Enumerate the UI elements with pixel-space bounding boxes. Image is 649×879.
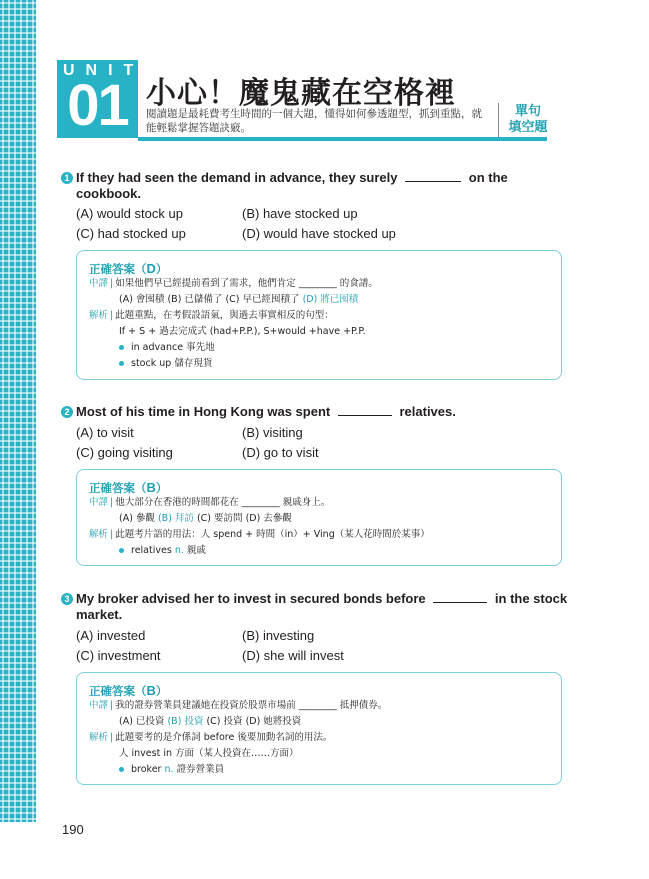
vocab-item [119, 544, 206, 557]
analysis-text: 此題要考的是介係詞 before 後要加動名詞的用法。 [115, 732, 333, 743]
option-d: (D) go to visit [242, 445, 319, 460]
answer-heading [89, 683, 167, 699]
category-label [506, 104, 550, 136]
side-pattern-strip [0, 0, 36, 822]
choice-cn-correct: (D) 將已囤積 [302, 294, 359, 305]
category-line2: 填空題 [508, 120, 548, 135]
question-2-stem [76, 404, 581, 420]
translation-tag: 中譯 [89, 700, 109, 711]
choice-cn: (A) 已投資 [119, 716, 165, 727]
header-rule [138, 137, 547, 141]
analysis-tag: 解析 [89, 310, 109, 321]
option-b: (B) have stocked up [242, 206, 358, 221]
question-number-badge: 2 [61, 406, 73, 418]
vocab-meaning: 證券營業員 [176, 764, 225, 775]
translation-row: 中譯 | 如果他們早已經提前看到了需求，他們肯定 ________ 的食譜。 [89, 278, 378, 289]
answer-heading [89, 261, 167, 277]
unit-label: UNIT [63, 62, 145, 79]
question-1-stem [76, 170, 581, 186]
choice-cn: (C) 早已經囤積了 [225, 294, 300, 305]
stem-text: on the [468, 170, 508, 185]
category-line1: 單句 [514, 104, 541, 119]
choice-cn-correct: (B) 投資 [167, 716, 204, 727]
option-c: (C) investment [76, 648, 161, 663]
answer-label: 正確答案（ [89, 262, 147, 276]
choice-cn: (D) 她將投資 [245, 716, 302, 727]
bullet-icon [119, 361, 124, 366]
choice-cn: (C) 投資 [206, 716, 243, 727]
analysis-tag: 解析 [89, 732, 109, 743]
answer-close: ） [155, 684, 168, 698]
translation-text: 我的證券營業員建議她在投資於股票市場前 ________ 抵押債券。 [115, 700, 388, 711]
vocab-meaning: 親戚 [186, 545, 206, 556]
stem-text: Most of his time in Hong Kong was spent [76, 404, 331, 419]
page-subtitle: 閱讀題是最耗費考生時間的一個大題，懂得如何參透題型，抓到重點，就能輕鬆掌握答題訣竅。 [146, 108, 482, 134]
vocab-word: in advance [131, 342, 184, 353]
translation-tag: 中譯 [89, 497, 109, 508]
page-number: 190 [62, 822, 84, 837]
choice-cn: (C) 要訪問 [196, 513, 243, 524]
answer-box-1 [76, 250, 562, 380]
translation-text: 如果他們早已經提前看到了需求，他們肯定 ________ 的食譜。 [115, 278, 378, 289]
analysis-row: 解析 | 此題要考的是介係詞 before 後要加動名詞的用法。 [89, 732, 333, 743]
answer-letter: B [146, 683, 156, 698]
vocab-meaning: 儲存現貨 [174, 358, 213, 369]
translation-row: 中譯 | 他大部分在香港的時間都花在 ________ 親戚身上。 [89, 497, 331, 508]
bullet-icon [119, 548, 124, 553]
translation-tag: 中譯 [89, 278, 109, 289]
vocab-pos: n. [174, 545, 184, 556]
choices-translation [119, 512, 292, 525]
answer-letter: D [146, 261, 156, 276]
question-3-stem-line2: market. [76, 607, 123, 622]
question-number-badge: 3 [61, 593, 73, 605]
question-1-stem-line2: cookbook. [76, 186, 142, 201]
vocab-word: broker [131, 764, 162, 775]
choice-cn: (D) 去參觀 [245, 513, 292, 524]
vocab-meaning: 事先地 [186, 342, 215, 353]
translation-row: 中譯 | 我的證券營業員建議她在投資於股票市場前 ________ 抵押債券。 [89, 700, 388, 711]
option-a: (A) to visit [76, 425, 134, 440]
answer-blank [433, 592, 487, 603]
header-divider [498, 103, 499, 138]
option-c: (C) had stocked up [76, 226, 186, 241]
vocab-word: relatives [131, 545, 172, 556]
vocab-pos: n. [164, 764, 174, 775]
vocab-word: stock up [131, 358, 172, 369]
analysis-row: 解析 | 此題考片語的用法：人 spend + 時間（in）+ Ving（某人花時間於某事） [89, 529, 430, 540]
option-a: (A) invested [76, 628, 146, 643]
stem-text: relatives. [399, 404, 456, 419]
answer-letter: B [146, 480, 156, 495]
option-d: (D) she will invest [242, 648, 344, 663]
option-b: (B) investing [242, 628, 315, 643]
vocab-item [119, 763, 224, 776]
analysis-text: 此題重點，在考假設語氣，與過去事實相反的句型： [115, 310, 334, 321]
bullet-icon [119, 767, 124, 772]
vocab-item [119, 341, 215, 354]
analysis-row: 解析 | 此題重點，在考假設語氣，與過去事實相反的句型： [89, 310, 334, 321]
answer-heading [89, 480, 167, 496]
option-d: (D) would have stocked up [242, 226, 396, 241]
choice-cn: (A) 會囤積 [119, 294, 165, 305]
answer-blank [405, 171, 461, 182]
stem-text: If they had seen the demand in advance, they surely [76, 170, 398, 185]
choice-cn-correct: (B) 拜訪 [157, 513, 194, 524]
choices-translation [119, 715, 301, 728]
choices-translation [119, 293, 358, 306]
answer-close: ） [155, 262, 168, 276]
option-b: (B) visiting [242, 425, 303, 440]
question-3-stem [76, 591, 581, 607]
analysis-text: 此題考片語的用法：人 spend + 時間（in）+ Ving（某人花時間於某事） [115, 529, 430, 540]
answer-close: ） [155, 481, 168, 495]
unit-badge [57, 60, 145, 138]
choice-cn: (B) 已儲備了 [167, 294, 223, 305]
choice-cn: (A) 參觀 [119, 513, 155, 524]
page-title: 小心！魔鬼藏在空格裡 [146, 76, 456, 111]
option-c: (C) going visiting [76, 445, 173, 460]
answer-blank [338, 405, 392, 416]
stem-text: My broker advised her to invest in secured bonds before [76, 591, 426, 606]
answer-label: 正確答案（ [89, 684, 147, 698]
bullet-icon [119, 345, 124, 350]
answer-box-3 [76, 672, 562, 785]
stem-text: in the stock [494, 591, 568, 606]
usage-note: 人 invest in 方面（某人投資在……方面） [119, 748, 299, 759]
option-a: (A) would stock up [76, 206, 183, 221]
unit-number: 01 [67, 73, 128, 138]
translation-text: 他大部分在香港的時間都花在 ________ 親戚身上。 [115, 497, 331, 508]
grammar-formula: If + S + 過去完成式 (had+P.P.), S+would +have +P.P. [119, 326, 366, 337]
vocab-item [119, 357, 212, 370]
question-number-badge: 1 [61, 172, 73, 184]
answer-label: 正確答案（ [89, 481, 147, 495]
analysis-tag: 解析 [89, 529, 109, 540]
answer-box-2 [76, 469, 562, 566]
